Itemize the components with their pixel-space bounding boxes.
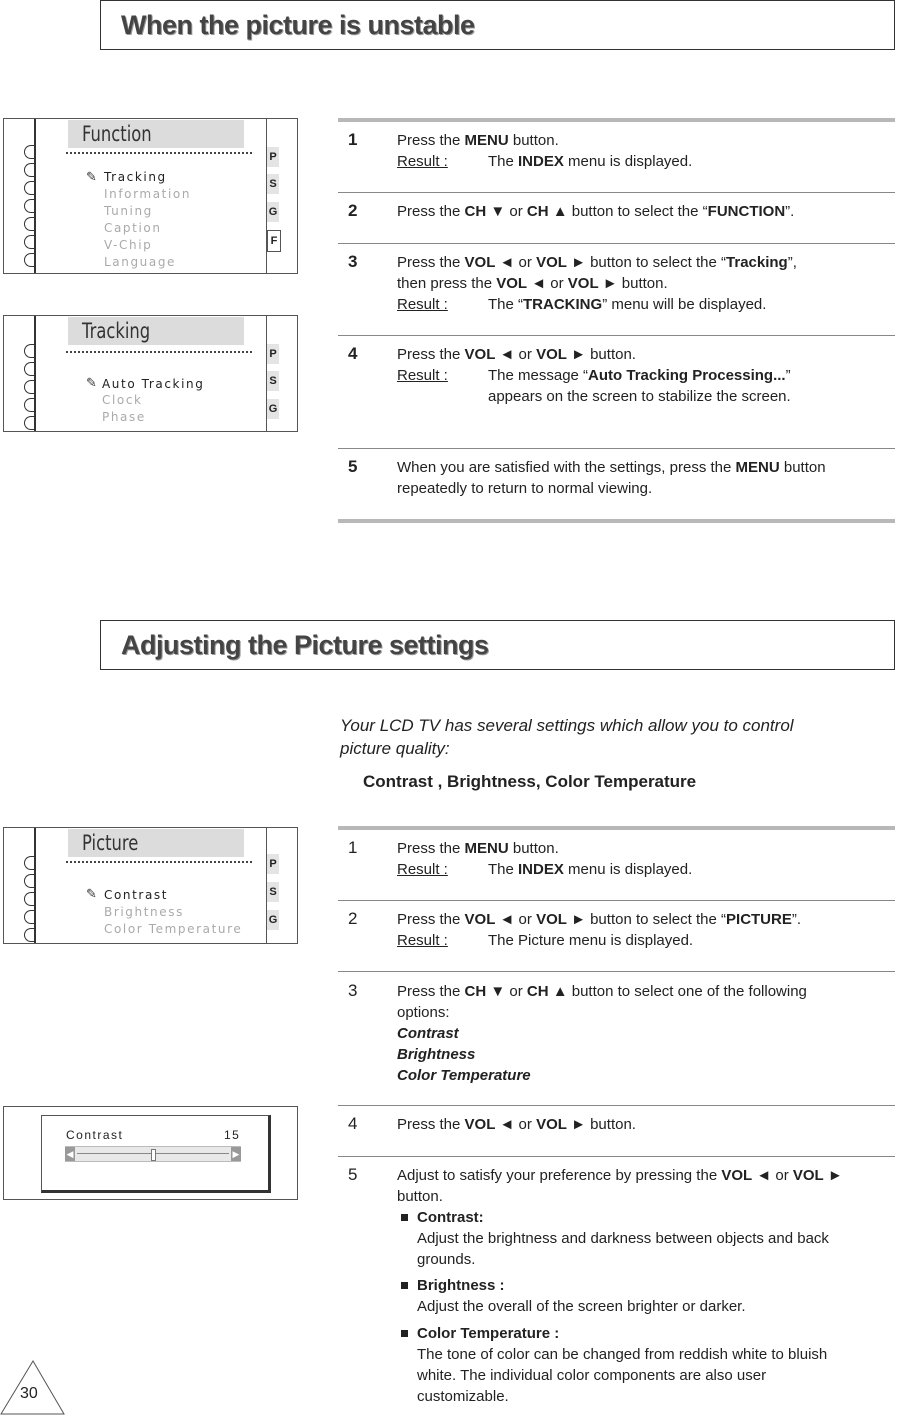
binder-spiral <box>34 828 50 943</box>
section-heading: Adjusting the Picture settings <box>121 630 489 660</box>
tab-g: G <box>267 202 279 222</box>
osd-item: Information <box>104 187 192 201</box>
step-4-result-2: appears on the screen to stabilize the screen. <box>488 388 791 405</box>
rule <box>338 971 895 972</box>
step-5-text-2: repeatedly to return to normal viewing. <box>397 480 653 497</box>
osd-title: Function <box>82 122 152 146</box>
section-title-unstable <box>100 0 895 50</box>
osd-item-selected: Tracking <box>104 170 167 184</box>
tab-g: G <box>267 399 279 419</box>
tab-s: S <box>267 882 279 902</box>
dotted-divider <box>66 351 252 353</box>
tab-p: P <box>267 344 279 364</box>
section-heading: When the picture is unstable <box>121 10 475 40</box>
osd-title-bar <box>68 120 244 148</box>
osd-tab-column <box>266 316 279 432</box>
result-label: Result : <box>397 367 448 384</box>
osd-tracking-menu <box>3 315 298 432</box>
step-4-result: The message “Auto Tracking Processing...” <box>488 367 791 384</box>
bullet-text: grounds. <box>417 1251 476 1268</box>
slider-window <box>41 1115 271 1193</box>
osd-tab-column <box>266 828 279 944</box>
step-number: 3 <box>348 981 358 1000</box>
rule <box>338 448 895 449</box>
osd-item: Phase <box>102 410 146 424</box>
step-5-text: Adjust to satisfy your preference by pressing the VOL ◄ or VOL ► <box>397 1167 843 1184</box>
rule <box>338 1105 895 1106</box>
slider-value: 15 <box>224 1128 241 1142</box>
step-number: 2 <box>348 909 358 928</box>
step-number: 4 <box>348 344 358 363</box>
pencil-icon: ✎ <box>86 375 97 390</box>
tab-g: G <box>267 910 279 930</box>
step-number: 5 <box>348 457 358 476</box>
step-2-text: Press the CH ▼ or CH ▲ button to select the “FUNCTION”. <box>397 203 795 220</box>
osd-item: V-Chip <box>104 238 153 252</box>
osd-tab-column <box>266 119 279 274</box>
osd-item: Caption <box>104 221 162 235</box>
step-number: 1 <box>348 130 358 149</box>
osd-item-selected: Contrast <box>104 888 169 902</box>
tab-p: P <box>267 854 279 874</box>
rule <box>338 900 895 901</box>
slider-track[interactable] <box>65 1146 241 1162</box>
result-label: Result : <box>397 296 448 313</box>
rule <box>338 335 895 336</box>
rule-top <box>338 826 895 830</box>
osd-picture-menu <box>3 827 298 944</box>
step-3-text-2: then press the VOL ◄ or VOL ► button. <box>397 275 668 292</box>
osd-function-menu <box>3 118 298 274</box>
bullet-heading: Color Temperature : <box>417 1325 560 1342</box>
step-number: 5 <box>348 1165 358 1184</box>
option-color-temperature: Color Temperature <box>397 1067 531 1084</box>
tab-p: P <box>267 147 279 167</box>
step-number: 1 <box>348 838 358 857</box>
step-2-result: The Picture menu is displayed. <box>488 932 694 949</box>
osd-item: Tuning <box>104 204 153 218</box>
osd-title-bar <box>68 317 244 345</box>
bullet-text: Adjust the overall of the screen brighter or darker. <box>417 1298 746 1315</box>
osd-item-selected: Auto Tracking <box>102 377 205 391</box>
tab-s: S <box>267 174 279 194</box>
step-3-result: The “TRACKING” menu will be displayed. <box>488 296 767 313</box>
step-1-text: Press the MENU button. <box>397 840 559 857</box>
result-label: Result : <box>397 932 448 949</box>
osd-title: Tracking <box>82 319 151 343</box>
step-number: 2 <box>348 201 358 220</box>
rule <box>338 192 895 193</box>
arrow-right-icon[interactable]: ▶ <box>232 1149 240 1159</box>
page-number: 30 <box>20 1385 38 1402</box>
arrow-left-icon[interactable]: ◀ <box>66 1149 74 1159</box>
step-number: 4 <box>348 1114 358 1133</box>
dotted-divider <box>66 152 252 154</box>
step-1-result: The INDEX menu is displayed. <box>488 153 693 170</box>
rule-top <box>338 118 895 122</box>
rule-bottom <box>338 519 895 523</box>
step-4-text: Press the VOL ◄ or VOL ► button. <box>397 346 636 363</box>
bullet-icon <box>401 1330 408 1337</box>
step-1-text: Press the MENU button. <box>397 132 559 149</box>
osd-item: Language <box>104 255 177 269</box>
binder-spiral <box>34 316 50 431</box>
step-4-text: Press the VOL ◄ or VOL ► button. <box>397 1116 636 1133</box>
rule <box>338 243 895 244</box>
osd-item: Brightness <box>104 905 184 919</box>
options-heading: Contrast , Brightness, Color Temperature <box>363 772 697 791</box>
binder-spiral <box>34 119 50 273</box>
bullet-icon <box>401 1282 408 1289</box>
osd-title: Picture <box>82 831 139 855</box>
dotted-divider <box>66 861 252 863</box>
step-5-text: When you are satisfied with the settings, press the MENU button <box>397 459 826 476</box>
osd-contrast-slider <box>3 1106 298 1200</box>
tab-f: F <box>267 230 281 252</box>
bullet-heading: Brightness : <box>417 1277 505 1294</box>
bullet-heading: Contrast: <box>417 1209 484 1226</box>
bullet-text: The tone of color can be changed from reddish white to bluish <box>417 1346 828 1363</box>
osd-item: Clock <box>102 393 143 407</box>
bullet-text: Adjust the brightness and darkness between objects and back <box>417 1230 829 1247</box>
step-3-text: Press the CH ▼ or CH ▲ button to select one of the following <box>397 983 807 1000</box>
step-3-text: Press the VOL ◄ or VOL ► button to select the “Tracking”, <box>397 254 797 271</box>
tab-s: S <box>267 371 279 391</box>
section-title-picture <box>100 620 895 670</box>
pencil-icon: ✎ <box>86 886 97 901</box>
bullet-text: white. The individual color components are also user <box>417 1367 767 1384</box>
result-label: Result : <box>397 153 448 170</box>
bullet-icon <box>401 1214 408 1221</box>
osd-title-bar <box>68 829 244 857</box>
result-label: Result : <box>397 861 448 878</box>
intro-text: Your LCD TV has several settings which allow you to control picture quality: <box>340 716 794 758</box>
rule <box>338 1156 895 1157</box>
slider-label: Contrast <box>66 1128 124 1142</box>
option-brightness: Brightness <box>397 1046 476 1063</box>
option-contrast: Contrast <box>397 1025 459 1042</box>
osd-item: Color Temperature <box>104 922 243 936</box>
pencil-icon: ✎ <box>86 169 97 184</box>
slider-thumb[interactable] <box>151 1149 156 1161</box>
bullet-text: customizable. <box>417 1388 509 1405</box>
step-3-text-2: options: <box>397 1004 450 1021</box>
step-2-text: Press the VOL ◄ or VOL ► button to select the “PICTURE”. <box>397 911 802 928</box>
step-5-text-2: button. <box>397 1188 443 1205</box>
step-number: 3 <box>348 252 358 271</box>
step-1-result: The INDEX menu is displayed. <box>488 861 693 878</box>
